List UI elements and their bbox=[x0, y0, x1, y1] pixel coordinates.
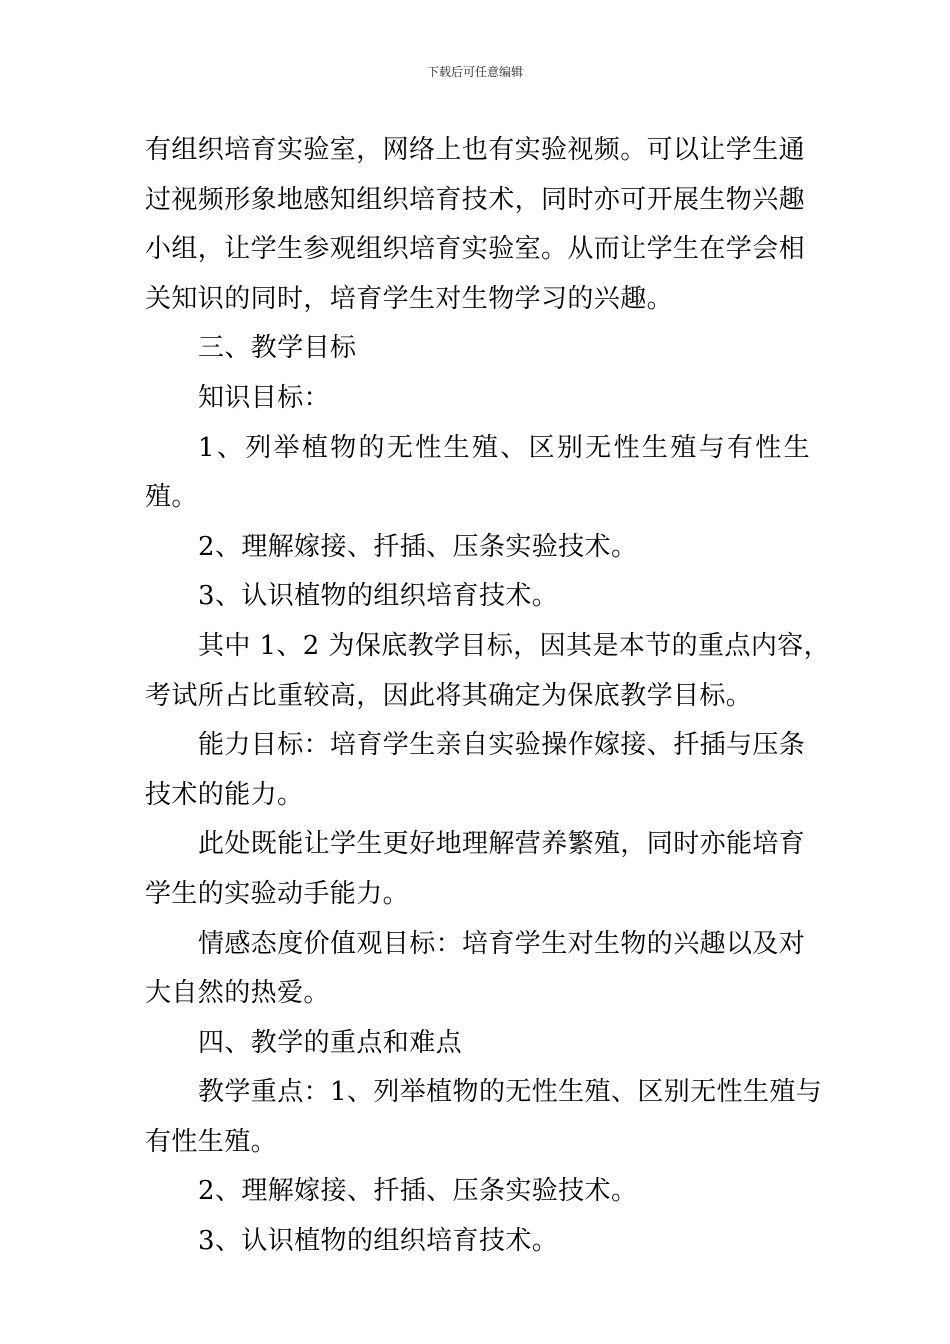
knowledge-goal-label: 知识目标： bbox=[198, 382, 331, 413]
paragraph-key-point bbox=[145, 1068, 823, 1167]
text-line: 大自然的热爱。 bbox=[145, 978, 330, 1009]
section-heading-key-points: 四、教学的重点和难点 bbox=[198, 1027, 463, 1058]
key-point-item-2: 2、理解嫁接、扦插、压条实验技术。 bbox=[198, 1176, 638, 1207]
paragraph-ability-goal bbox=[145, 721, 810, 820]
paragraph-emotion-goal bbox=[145, 920, 810, 1019]
text-line: 关知识的同时，培育学生对生物学习的兴趣。 bbox=[145, 283, 674, 314]
page-header: 下载后可任意编辑 bbox=[426, 65, 523, 79]
text-line: 过视频形象地感知组织培育技术，同时亦可开展生物兴趣 bbox=[145, 184, 806, 215]
text-line: 能力目标：培育学生亲自实验操作嫁接、扦插与压条 bbox=[198, 730, 806, 761]
text-line: 考试所占比重较高，因此将其确定为保底教学目标。 bbox=[145, 680, 753, 711]
text-line: 有性生殖。 bbox=[145, 1126, 278, 1157]
knowledge-goal-item-1: 1、列举植物的无性生殖、区别无性生殖与有性生殖。 bbox=[145, 432, 810, 513]
text-line: 其中 1、2 为保底教学目标，因其是本节的重点内容， bbox=[198, 630, 831, 661]
paragraph-intro bbox=[145, 126, 810, 324]
text-line: 学生的实验动手能力。 bbox=[145, 878, 410, 909]
text-line: 此处既能让学生更好地理解营养繁殖，同时亦能培育 bbox=[198, 829, 806, 860]
knowledge-goal-item-3: 3、认识植物的组织培育技术。 bbox=[198, 581, 559, 612]
paragraph-ability-note bbox=[145, 820, 810, 919]
text-line: 有组织培育实验室，网络上也有实验视频。可以让学生通 bbox=[145, 135, 806, 165]
text-line: 教学重点：1、列举植物的无性生殖、区别无性生殖与 bbox=[198, 1077, 823, 1108]
document-body bbox=[145, 126, 831, 1267]
paragraph-basic-goal bbox=[145, 622, 831, 721]
knowledge-goal-item-2: 2、理解嫁接、扦插、压条实验技术。 bbox=[198, 531, 638, 562]
text-line: 技术的能力。 bbox=[145, 779, 304, 810]
text-line: 情感态度价值观目标：培育学生对生物的兴趣以及对 bbox=[198, 928, 806, 959]
section-heading-teaching-goals: 三、教学目标 bbox=[198, 333, 357, 364]
key-point-item-3: 3、认识植物的组织培育技术。 bbox=[198, 1226, 559, 1257]
text-line: 小组，让学生参观组织培育实验室。从而让学生在学会相 bbox=[145, 234, 806, 265]
